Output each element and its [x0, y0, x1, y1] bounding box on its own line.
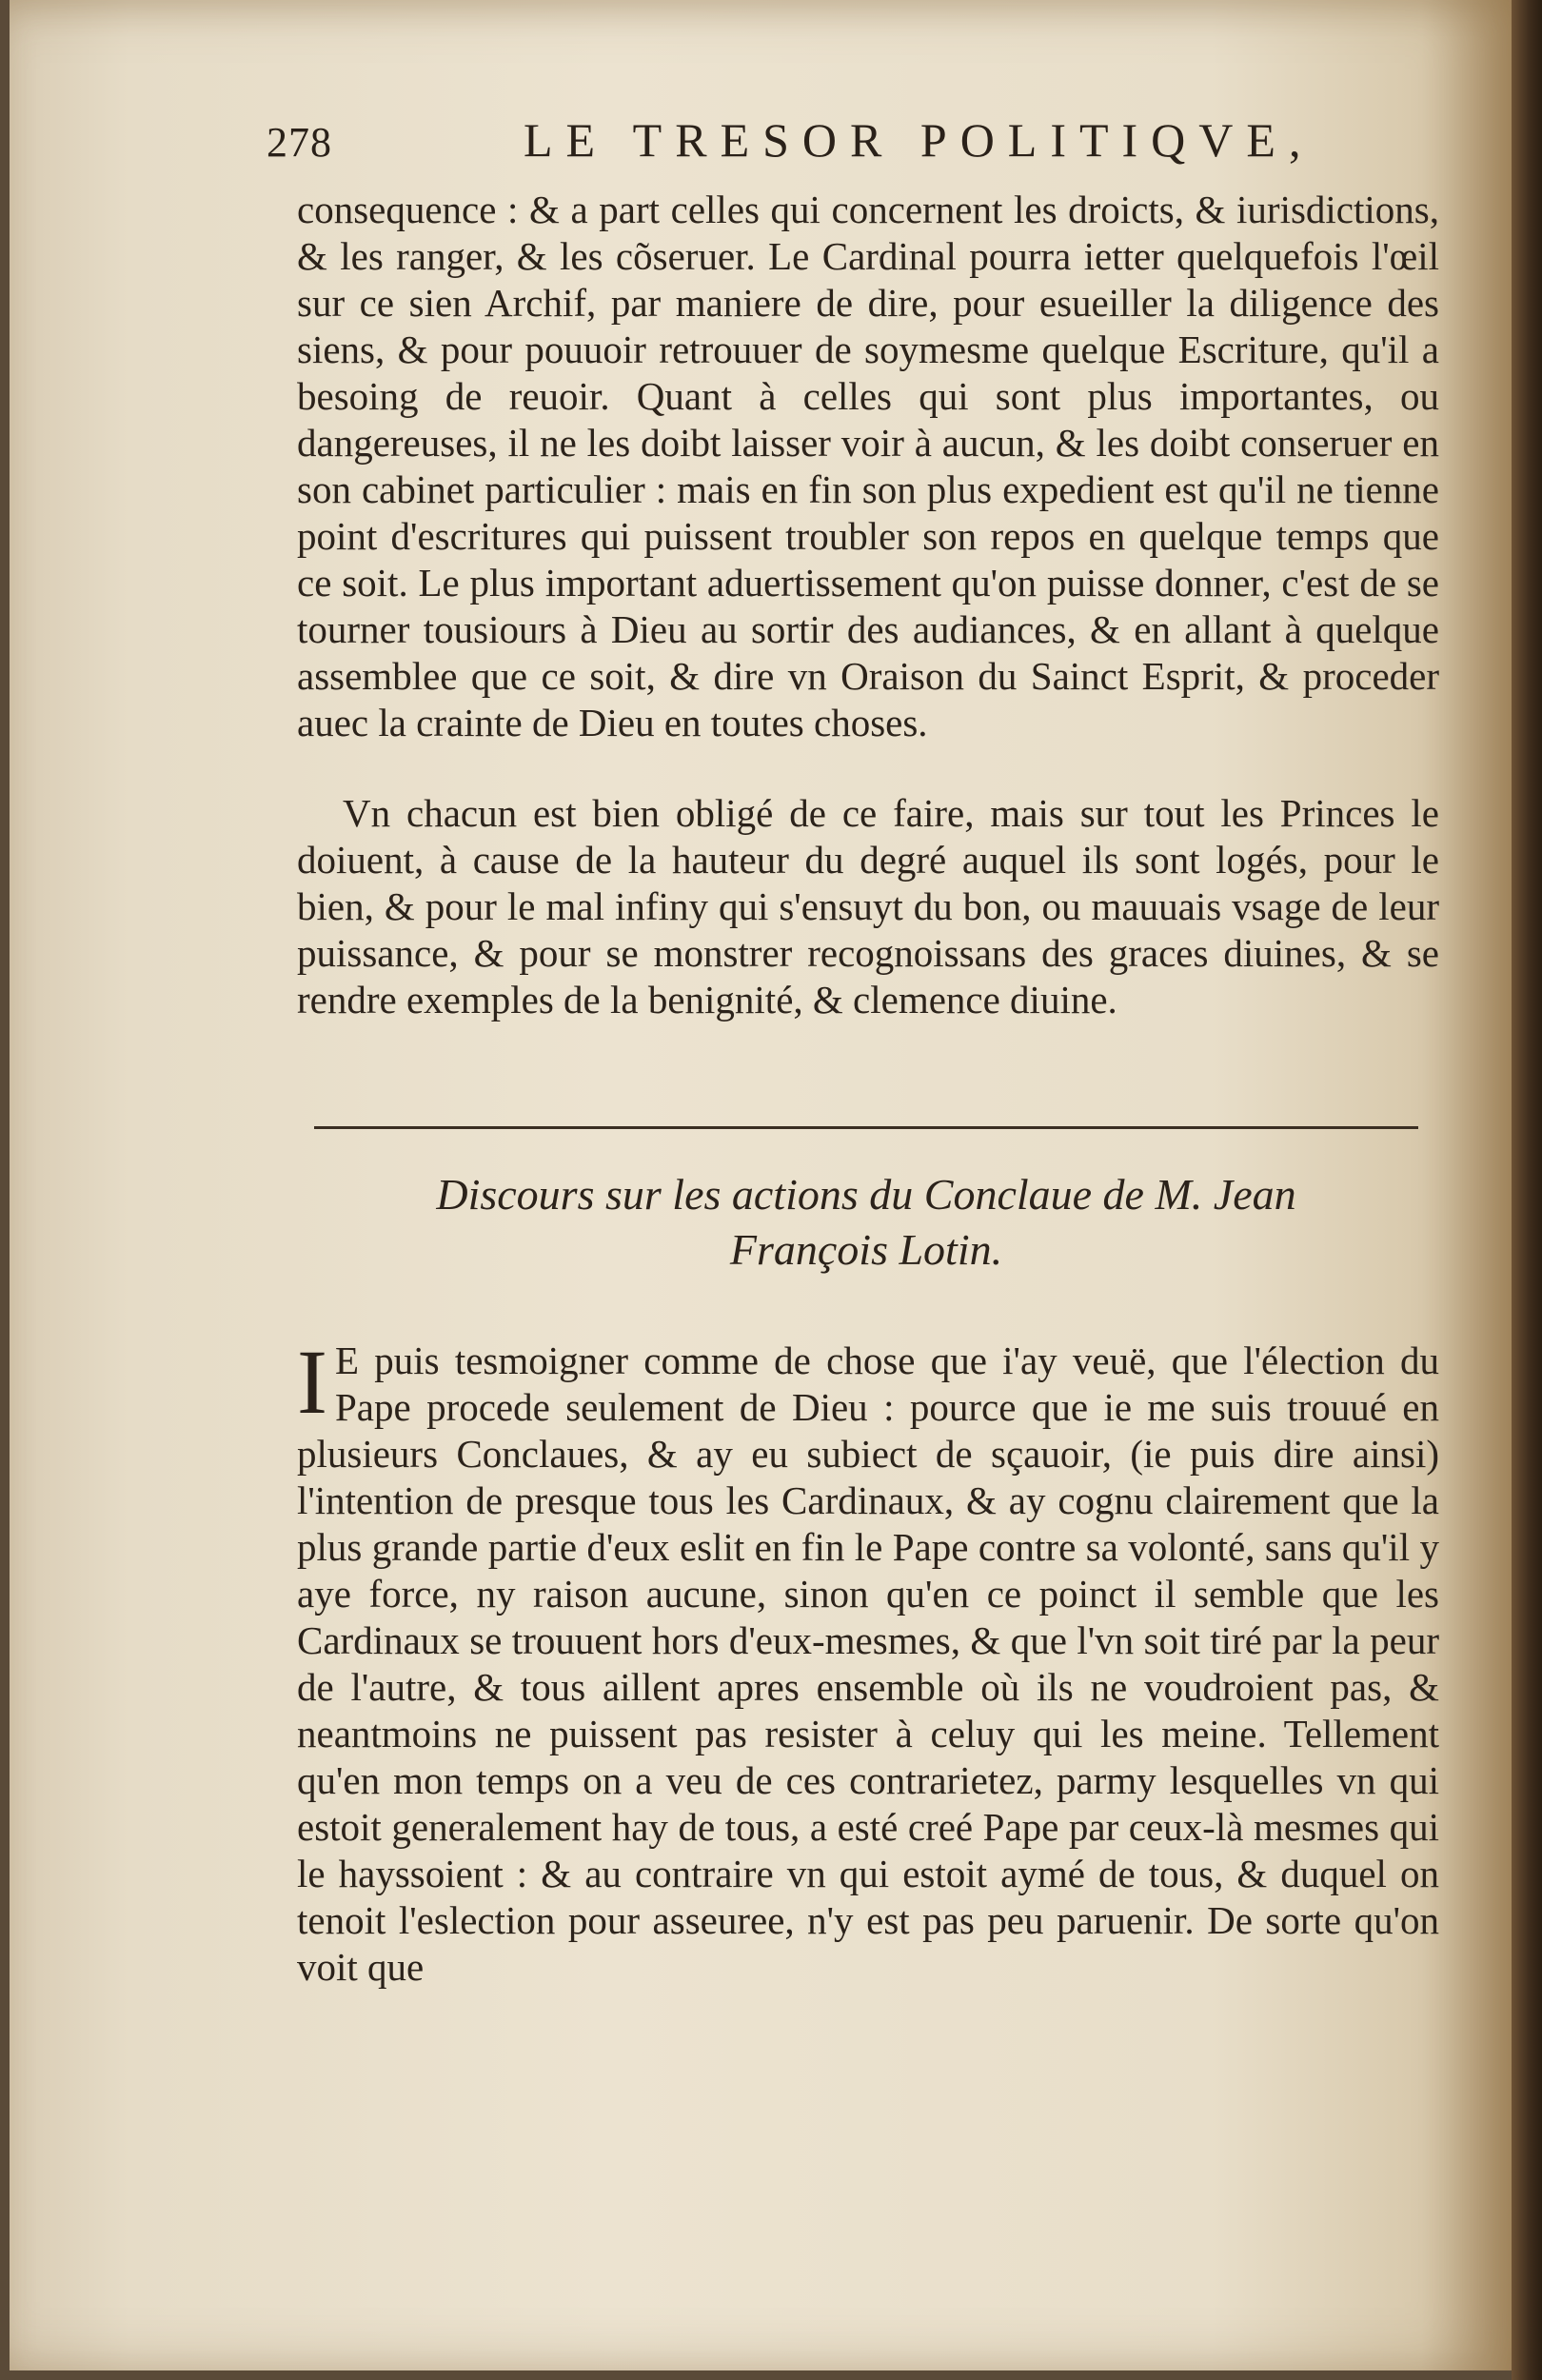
section-body	[297, 1331, 1439, 1991]
running-head	[267, 112, 1437, 173]
section-heading	[314, 1167, 1418, 1278]
paragraph-1: consequence : & a part celles qui concernent les droicts, & iurisdictions, & les ranger, & les cõseruer. Le Cardinal pourra ietter quelquefois l'œil sur ce sien Archif, par maniere de dire, pour esueiller la diligence des siens, & pour pouuoir retrouuer de soymesme quelque Escriture, qu'il a besoing de reuoir. Quant à celles qui sont plus importantes, ou dangereuses, il ne les doibt laisser voir à aucun, & les doibt conseruer en son cabinet particulier : mais en fin son plus expedient est qu'il ne tienne point d'escritures qui puissent troubler son repos en quelque temps que ce soit. Le plus important aduertissement qu'on puisse donner, c'est de se tourner tousiours à Dieu au sortir des audiances, & en allant à quelque assemblee que ce soit, & dire vn Oraison du Sainct Esprit, & proceder auec la crainte de Dieu en toutes choses.	[297, 188, 1439, 744]
drop-cap: I	[297, 1331, 327, 1433]
section-divider	[314, 1126, 1418, 1129]
section-heading-line-2: François Lotin.	[729, 1225, 1003, 1274]
section-body-text: E puis tesmoigner comme de chose que i'ay veuë, que l'élection du Pape procede seulement de Dieu : pource que ie me suis trouué en plusieurs Conclaues, & ay eu subiect de sçauoir, (ie puis dire ainsi) l'intention de presque tous les Cardinaux, & ay cognu clairement que la plus grande partie d'eux eslit en fin le Pape contre sa volonté, sans qu'il y aye force, ny raison aucune, sinon qu'en ce poinct il semble que les Cardinaux se trouuent hors d'eux-mesmes, & que l'vn soit tiré par la peur de l'autre, & tous aillent apres ensemble où ils ne voudroient pas, & neantmoins ne puissent pas resister à celuy qui les meine. Tellement qu'en mon temps on a veu de ces contrarietez, parmy lesquelles vn qui estoit generalement hay de tous, a esté creé Pape par ceux-là mesmes qui le hayssoient : & au contraire vn qui estoit aymé de tous, & duquel on tenoit l'eslection pour asseuree, n'y est pas peu paruenir. De sorte qu'on voit que	[297, 1339, 1439, 1989]
paragraph-2: Vn chacun est bien obligé de ce faire, mais sur tout les Princes le doiuent, à cause de la hauteur du degré auquel ils sont logés, pour le bien, & pour le mal infiny qui s'ensuyt du bon, ou mauuais vsage de leur puissance, & pour se monstrer recognoissans des graces diuines, & se rendre exemples de la benignité, & clemence diuine.	[297, 791, 1439, 1021]
book-page	[10, 0, 1512, 2370]
book-title: LE TRESOR POLITIQVE,	[524, 113, 1315, 167]
binding-gutter	[1512, 0, 1542, 2380]
section-heading-line-1: Discours sur les actions du Conclaue de M. Jean	[436, 1170, 1296, 1219]
page-number: 278	[267, 119, 332, 166]
